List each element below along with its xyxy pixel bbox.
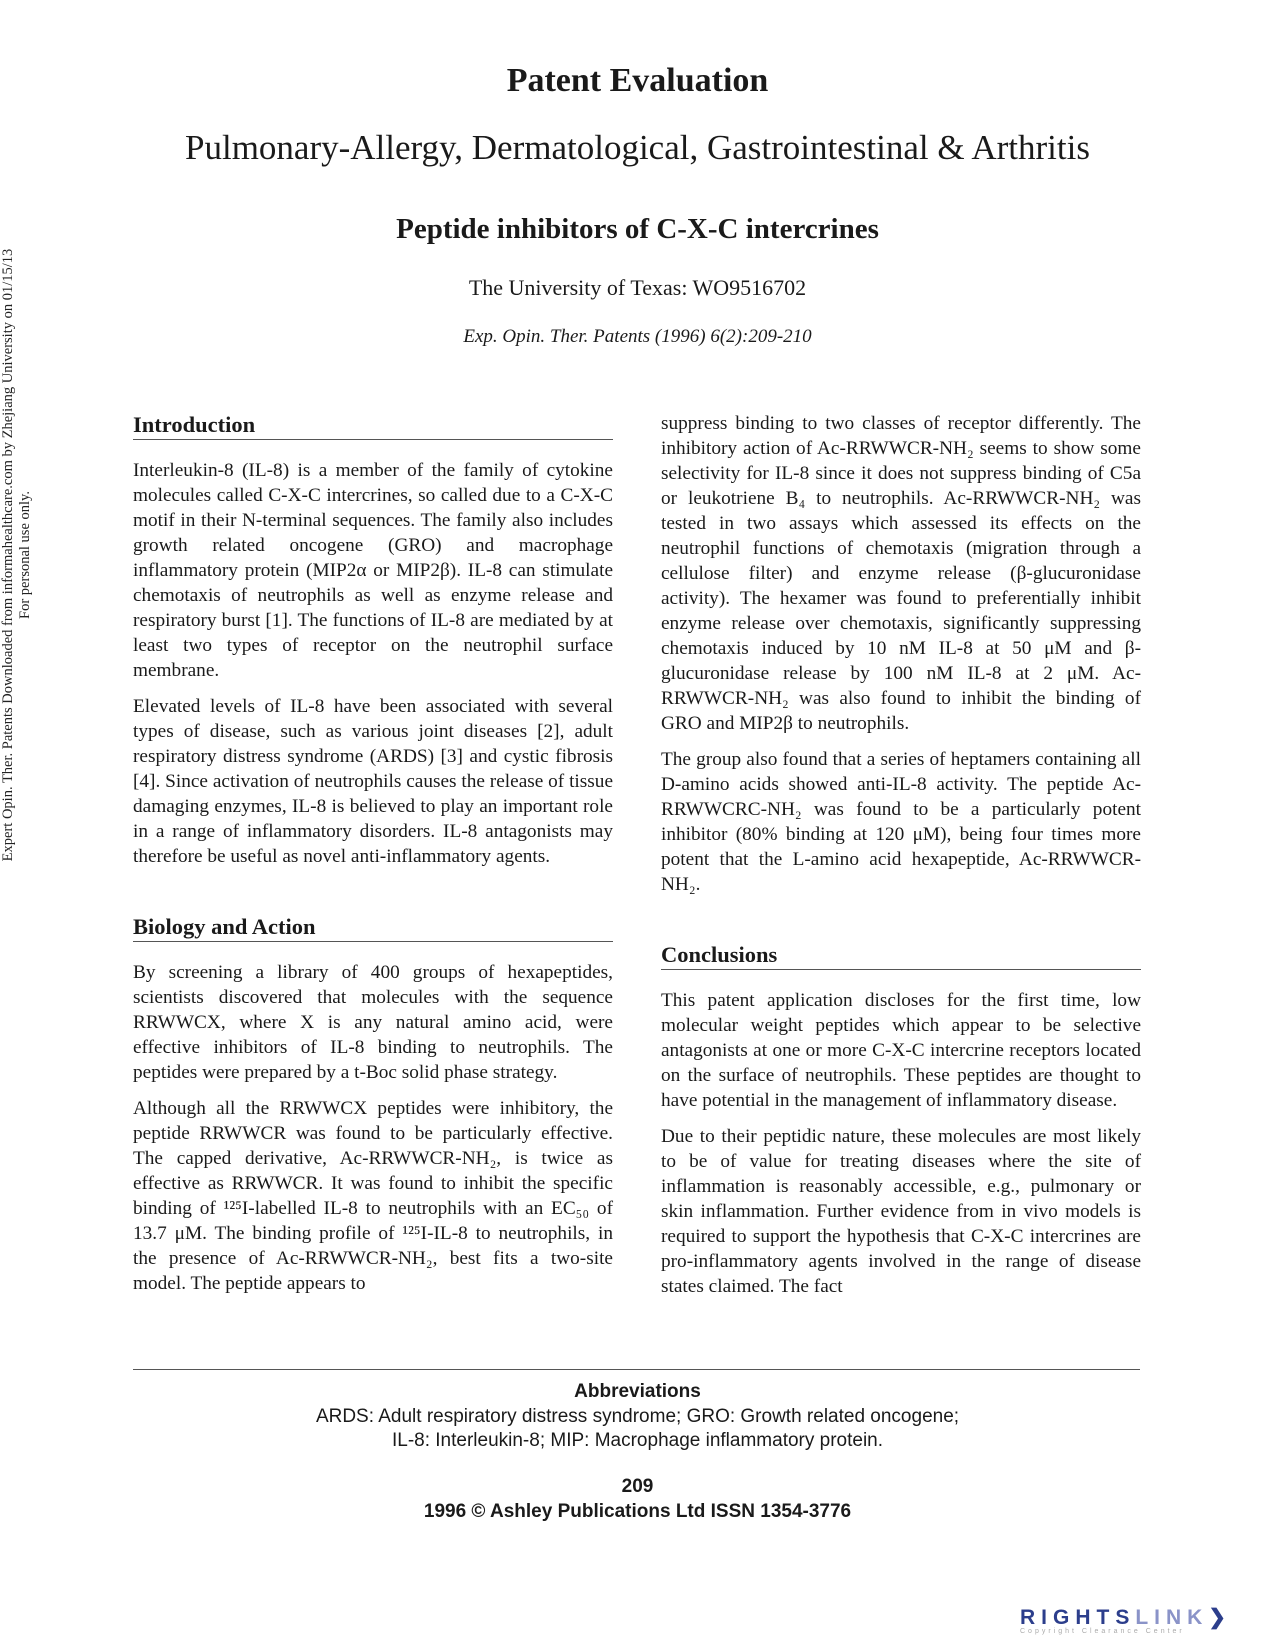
left-column xyxy=(133,412,613,1307)
chevron-icon: ❯ xyxy=(1208,1606,1232,1629)
logo-text-light: LINK xyxy=(1135,1606,1209,1629)
intro-paragraph: Interleukin-8 (IL-8) is a member of the family of cytokine molecules called C-X-C intercrines, so called due to a C-X-C motif in their N-terminal sequences. The family also includes growth related oncogene (GRO) and macrophage inflammatory protein (MIP2α or MIP2β). IL-8 can stimulate chemotaxis of neutrophils as well as enzyme release and respiratory burst [1]. The functions of IL-8 are mediated by at least two types of receptor on the neutrophil surface membrane. xyxy=(133,460,613,681)
conclusions-paragraph: Due to their peptidic nature, these molecules are most likely to be of value for treating diseases where the site of inflammation is reasonably accessible, e.g., pulmonary or skin inflammation. Further evidence from in vivo models is required to support the hypothesis that C-X-C intercrines are pro-inflammatory agents involved in the range of disease states claimed. The fact xyxy=(661,1126,1141,1297)
section-heading: Patent Evaluation xyxy=(506,62,769,99)
citation: Exp. Opin. Ther. Patents (1996) 6(2):209-210 xyxy=(463,326,812,347)
intro-paragraph: Elevated levels of IL-8 have been associated with several types of disease, such as various joint diseases [2], adult respiratory distress syndrome (ARDS) [3] and cystic fibrosis [4]. Since activation of neutrophils causes the release of tissue damaging enzymes, IL-8 is believed to play an important role in a range of inflammatory disorders. IL-8 antagonists may therefore be useful as novel anti-inflammatory agents. xyxy=(133,696,613,867)
right-column xyxy=(661,411,1141,1310)
logo-text-dark: RIGHTS xyxy=(1020,1606,1136,1629)
introduction-heading: Introduction xyxy=(133,412,613,440)
abbreviations-line: IL-8: Interleukin-8; MIP: Macrophage inflammatory protein. xyxy=(391,1430,884,1451)
conclusions-paragraph: This patent application discloses for the first time, low molecular weight peptides which appear to be selective antagonists at one or more C-X-C intercrine receptors located on the surface of neutrophils. These peptides are thought to have potential in the management of inflammatory disease. xyxy=(661,990,1141,1111)
biology-paragraph: By screening a library of 400 groups of hexapeptides, scientists discovered that molecules with the sequence RRWWCX, where X is any natural amino acid, were effective inhibitors of IL-8 binding to neutrophils. The peptides were prepared by a t-Boc solid phase strategy. xyxy=(133,962,613,1083)
article-title: Peptide inhibitors of C-X-C intercrines xyxy=(396,213,879,245)
logo-tagline: Copyright Clearance Center xyxy=(1020,1628,1185,1635)
footer-divider xyxy=(133,1369,1140,1370)
abbreviations-line: ARDS: Adult respiratory distress syndrome; GRO: Growth related oncogene; xyxy=(315,1406,960,1427)
download-watermark xyxy=(0,10,44,1100)
conclusions-heading: Conclusions xyxy=(661,942,1141,970)
affiliation: The University of Texas: WO9516702 xyxy=(468,275,807,300)
abbreviations-heading: Abbreviations xyxy=(574,1381,701,1402)
category-heading: Pulmonary-Allergy, Dermatological, Gastrointestinal & Arthritis xyxy=(185,128,1090,167)
rightslink-logo[interactable] xyxy=(1020,1605,1232,1635)
biology-heading: Biology and Action xyxy=(133,914,613,942)
biology-paragraph: Although all the RRWWCX peptides were inhibitory, the peptide RRWWCR was found to be particularly effective. The capped derivative, Ac-RRWWCR-NH₂, is twice as effective as RRWWCR. It was found to inhibit the specific binding of ¹²⁵I-labelled IL-8 to neutrophils with an EC₅₀ of 13.7 μM. The binding profile of ¹²⁵I-IL-8 to neutrophils, in the presence of Ac-RRWWCR-NH₂, best fits a two-site model. The peptide appears to xyxy=(133,1098,613,1294)
biology-paragraph: The group also found that a series of heptamers containing all D-amino acids showed anti-IL-8 activity. The peptide Ac-RRWWCRC-NH₂ was found to be a particularly potent inhibitor (80% binding at 120 μM), being four times more potent that the L-amino acid hexapeptide, Ac-RRWWCR-NH₂. xyxy=(661,749,1141,895)
watermark-line-2: For personal use only. xyxy=(17,491,33,619)
watermark-line-1: Expert Opin. Ther. Patents Downloaded from informahealthcare.com by Zhejiang University on 01/15/13 xyxy=(0,248,16,862)
copyright: 1996 © Ashley Publications Ltd ISSN 1354-3776 xyxy=(423,1501,852,1522)
page-number: 209 xyxy=(621,1476,654,1497)
biology-paragraph: suppress binding to two classes of receptor differently. The inhibitory action of Ac-RRWWCR-NH₂ seems to show some selectivity for IL-8 since it does not suppress binding of C5a or leukotriene B₄ to neutrophils. Ac-RRWWCR-NH₂ was tested in two assays which assessed its effects on the neutrophil functions of chemotaxis (migration through a cellulose filter) and enzyme release (β-glucuronidase activity). The hexamer was found to preferentially inhibit enzyme release over chemotaxis, significantly suppressing chemotaxis induced by 10 nM IL-8 at 50 μM and β-glucuronidase release by 100 nM IL-8 at 2 μM. Ac-RRWWCR-NH₂ was also found to inhibit the binding of GRO and MIP2β to neutrophils. xyxy=(661,413,1141,734)
